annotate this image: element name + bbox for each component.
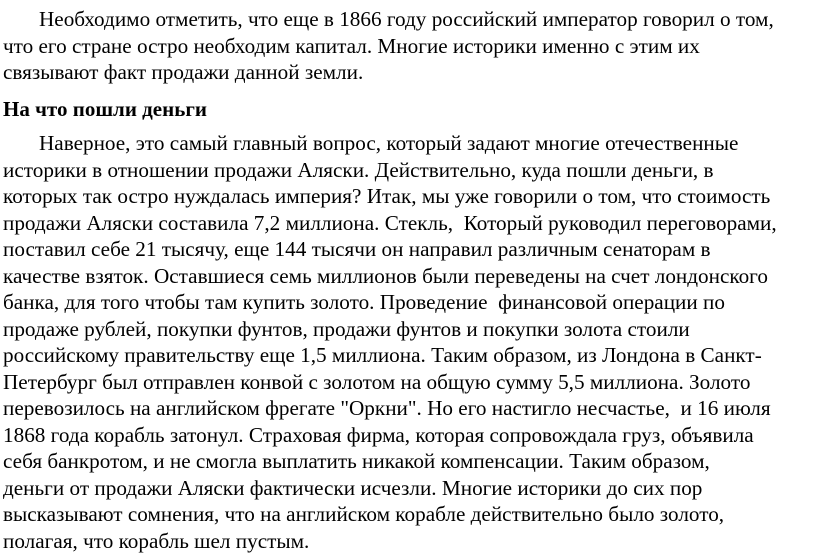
paragraph-line: поставил себе 21 тысячу, еще 144 тысячи он направил различным сенаторам в (3, 236, 813, 263)
paragraph-line: Наверное, это самый главный вопрос, который задают многие отечественные (3, 130, 813, 157)
main-paragraph (3, 130, 813, 554)
paragraph-line: которых так остро нуждалась империя? Итак, мы уже говорили о том, что стоимость (3, 183, 813, 210)
paragraph-line: Необходимо отметить, что еще в 1866 году российский император говорил о том, (3, 6, 813, 33)
paragraph-line: банка, для того чтобы там купить золото. Проведение финансовой операции по (3, 289, 813, 316)
paragraph-line: продажи Аляски составила 7,2 миллиона. Стекль, Который руководил переговорами, (3, 210, 813, 237)
paragraph-line: Петербург был отправлен конвой с золотом на общую сумму 5,5 миллиона. Золото (3, 369, 813, 396)
intro-paragraph (3, 6, 813, 86)
paragraph-line: себя банкротом, и не смогла выплатить никакой компенсации. Таким образом, (3, 448, 813, 475)
paragraph-line: историки в отношении продажи Аляски. Действительно, куда пошли деньги, в (3, 157, 813, 184)
paragraph-line: качестве взяток. Оставшиеся семь миллионов были переведены на счет лондонского (3, 263, 813, 290)
paragraph-line: перевозилось на английском фрегате "Оркни". Но его настигло несчастье, и 16 июля (3, 395, 813, 422)
paragraph-line: деньги от продажи Аляски фактически исчезли. Многие историки до сих пор (3, 475, 813, 502)
paragraph-line: связывают факт продажи данной земли. (3, 59, 813, 86)
paragraph-line: что его стране остро необходим капитал. Многие историки именно с этим их (3, 33, 813, 60)
paragraph-line: российскому правительству еще 1,5 миллиона. Таким образом, из Лондона в Санкт- (3, 342, 813, 369)
paragraph-line: полагая, что корабль шел пустым. (3, 528, 813, 554)
paragraph-line: продаже рублей, покупки фунтов, продажи фунтов и покупки золота стоили (3, 316, 813, 343)
paragraph-line: 1868 года корабль затонул. Страховая фирма, которая сопровождала груз, объявила (3, 422, 813, 449)
paragraph-line: высказывают сомнения, что на английском корабле действительно было золото, (3, 501, 813, 528)
section-heading: На что пошли деньги (3, 96, 207, 122)
